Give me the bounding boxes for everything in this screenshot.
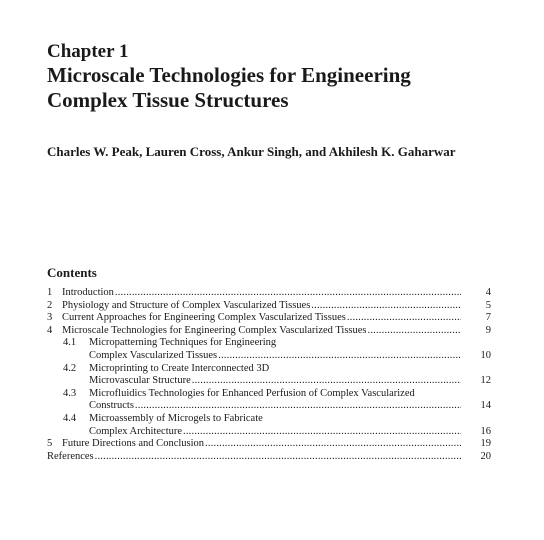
author-list: Charles W. Peak, Lauren Cross, Ankur Singh, and Akhilesh K. Gaharwar [47, 144, 456, 159]
toc-entry-page: 12 [480, 375, 491, 387]
dot-leader [95, 451, 461, 464]
toc-entry-microscale-technologies[interactable] [47, 325, 491, 338]
toc-entry-number: 4.3 [63, 387, 77, 399]
toc-entry-title-continued: Complex Architecture [89, 425, 183, 437]
toc-entry-microfluidics[interactable] [47, 388, 491, 413]
toc-entry-title-continued: Microvascular Structure [89, 375, 191, 387]
toc-entry-title: References [47, 450, 94, 462]
toc-entry-page: 4 [485, 287, 491, 298]
toc-entry-page: 9 [485, 324, 491, 336]
toc-entry-page: 14 [480, 400, 491, 412]
chapter-title-line-2: Complex Tissue Structures [47, 88, 289, 112]
toc-entry-number: 4.2 [63, 362, 77, 374]
toc-entry-page: 16 [480, 425, 491, 437]
toc-entry-title: Current Approaches for Engineering Complex Vascularized Tissues [62, 312, 346, 324]
toc-entry-title: Microfluidics Technologies for Enhanced Perfusion of Complex Vascularized [89, 387, 415, 399]
toc-entry-title: Physiology and Structure of Complex Vascularized Tissues [62, 299, 311, 311]
toc-entry-physiology[interactable] [47, 300, 491, 313]
table-of-contents [47, 287, 491, 463]
toc-entry-title-continued: Complex Vascularized Tissues [89, 349, 218, 361]
contents-heading: Contents [47, 265, 97, 280]
toc-entry-microprinting[interactable] [47, 363, 491, 388]
dot-leader [218, 350, 461, 363]
toc-entry-microassembly[interactable] [47, 413, 491, 438]
toc-entry-page: 20 [480, 450, 491, 462]
toc-entry-micropatterning[interactable] [47, 337, 491, 362]
dot-leader [192, 375, 461, 388]
dot-leader [115, 287, 461, 300]
toc-entry-number: 3 [47, 312, 53, 324]
chapter-label: Chapter 1 [47, 41, 129, 62]
toc-entry-number: 4.1 [63, 337, 77, 349]
toc-entry-title: Microprinting to Create Interconnected 3D [89, 362, 270, 374]
toc-entry-number: 4 [47, 324, 53, 336]
toc-entry-title: Microassembly of Microgels to Fabricate [89, 412, 263, 424]
toc-entry-title: Future Directions and Conclusion [62, 438, 205, 450]
toc-entry-number: 1 [47, 287, 53, 298]
toc-entry-introduction[interactable] [47, 287, 491, 300]
toc-entry-page: 5 [485, 299, 491, 311]
toc-entry-number: 5 [47, 438, 53, 450]
chapter-title-line-1: Microscale Technologies for Engineering [47, 63, 411, 87]
dot-leader [368, 325, 462, 338]
toc-entry-future-directions[interactable] [47, 438, 491, 451]
dot-leader [311, 300, 461, 313]
toc-entry-page: 10 [480, 349, 491, 361]
toc-entry-number: 2 [47, 299, 53, 311]
toc-entry-title: Introduction [62, 287, 114, 298]
toc-entry-page: 7 [485, 312, 491, 324]
toc-entry-number: 4.4 [63, 412, 77, 424]
toc-entry-title: Microscale Technologies for Engineering Complex Vascularized Tissues [62, 324, 367, 336]
toc-entry-title: Micropatterning Techniques for Engineering [89, 337, 277, 349]
toc-entry-current-approaches[interactable] [47, 312, 491, 325]
toc-entry-title-continued: Constructs [89, 400, 134, 412]
dot-leader [347, 312, 461, 325]
dot-leader [183, 426, 461, 439]
toc-entry-page: 19 [480, 438, 491, 450]
toc-entry-references[interactable] [47, 451, 491, 464]
chapter-title [47, 63, 517, 113]
dot-leader [135, 400, 461, 413]
dot-leader [205, 438, 461, 451]
